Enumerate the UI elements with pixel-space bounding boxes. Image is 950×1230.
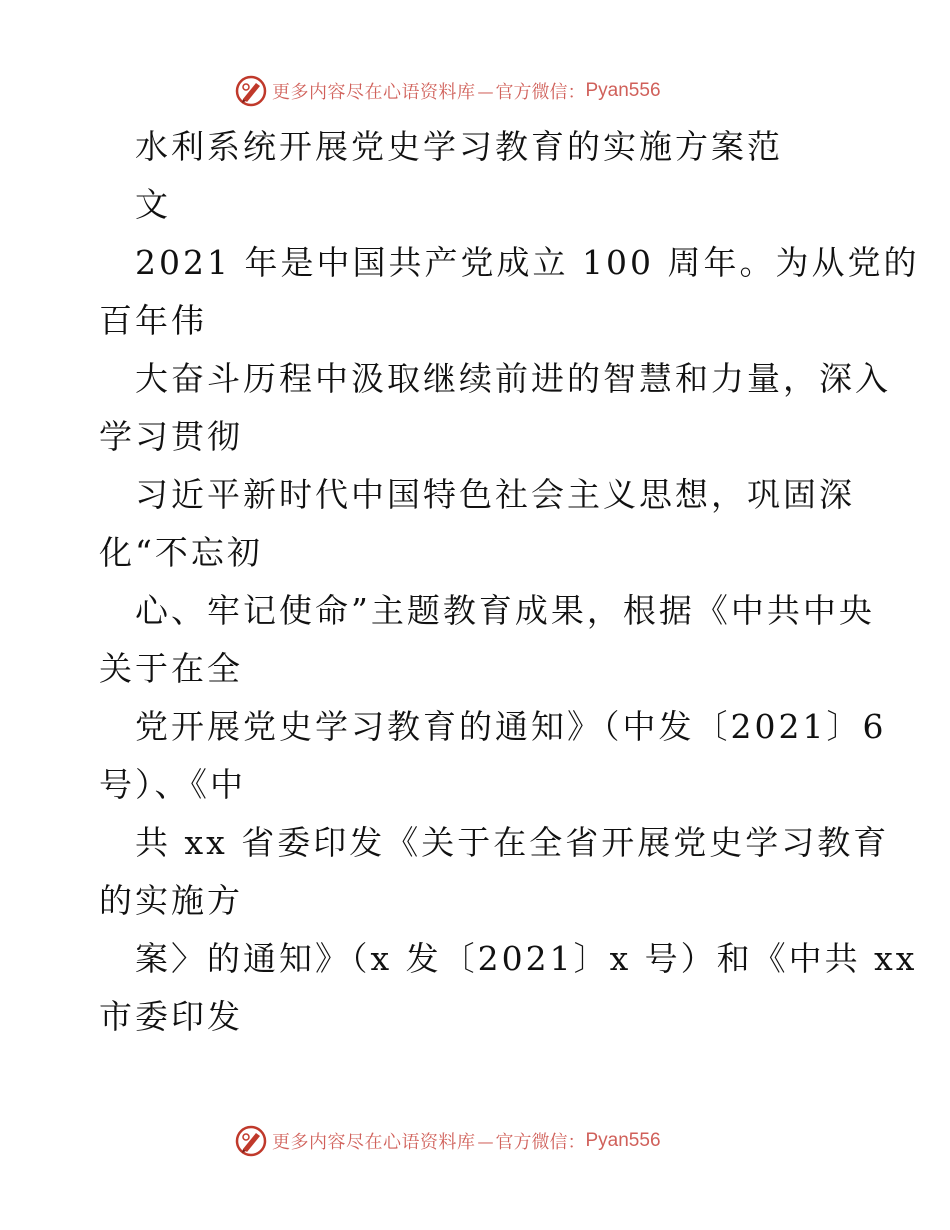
document-title-line-2: 文 xyxy=(135,185,171,224)
watermark-dash: — xyxy=(477,1131,494,1151)
paragraph-line: 的实施方 xyxy=(99,881,243,920)
paragraph-line: 大奋斗历程中汲取继续前进的智慧和力量，深入 xyxy=(135,359,891,398)
paragraph-line: 党开展党史学习教育的通知》（中发〔2021〕6 xyxy=(135,707,887,746)
paragraph-line: 习近平新时代中国特色社会主义思想，巩固深 xyxy=(135,475,855,514)
paragraph-line: 化“不忘初 xyxy=(99,533,263,572)
watermark-label: 官方微信： xyxy=(495,82,586,103)
pen-logo-icon xyxy=(234,74,268,108)
watermark-id: Pyan556 xyxy=(585,80,661,101)
watermark-title: 更多内容尽在心语资料库 xyxy=(272,1132,476,1153)
paragraph-line: 2021 年是中国共产党成立 100 周年。为从党的 xyxy=(135,243,920,282)
footer-watermark xyxy=(234,1121,661,1161)
watermark-title: 更多内容尽在心语资料库 xyxy=(272,82,476,103)
header-watermark xyxy=(234,71,661,111)
paragraph-line: 百年伟 xyxy=(99,301,207,340)
paragraph-line: 案〉的通知》（x 发〔2021〕x 号）和《中共 xx xyxy=(135,939,918,978)
pen-logo-icon xyxy=(234,1124,268,1158)
watermark-dash: — xyxy=(477,81,494,101)
paragraph-line: 关于在全 xyxy=(99,649,243,688)
paragraph-line: 共 xx 省委印发《关于在全省开展党史学习教育 xyxy=(135,823,890,862)
document-title-line-1: 水利系统开展党史学习教育的实施方案范 xyxy=(135,127,783,166)
paragraph-line: 市委印发 xyxy=(99,997,243,1036)
watermark-label: 官方微信： xyxy=(495,1132,586,1153)
paragraph-line: 学习贯彻 xyxy=(99,417,243,456)
paragraph-line: 号）、《中 xyxy=(99,765,246,804)
watermark-id: Pyan556 xyxy=(585,1130,661,1151)
paragraph-line: 心、牢记使命”主题教育成果，根据《中共中央 xyxy=(135,591,875,630)
